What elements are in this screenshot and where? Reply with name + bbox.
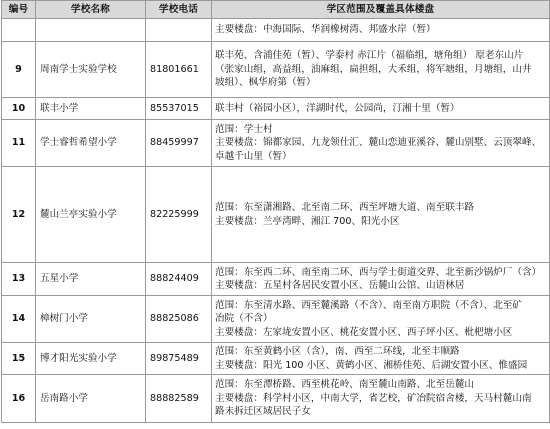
- table-row: [2, 296, 550, 343]
- scope-line: 范围：东至清水路、西至麓溪路（不含）、南至南方职院（不含）、北至矿: [215, 299, 522, 311]
- scope-line: （张家山组，高益组，油麻组，扁担组，大禾组，将军塘组，月塘组，山井: [215, 63, 532, 75]
- school-phone: 81801661: [146, 42, 212, 98]
- row-number: 15: [2, 343, 36, 375]
- school-name: 学士睿哲希望小学: [36, 120, 146, 167]
- school-phone: 89875489: [146, 343, 212, 375]
- school-name: 联丰小学: [36, 98, 146, 120]
- scope-line: 范围：东至西二环、南至南二环、西与学士街道交界、北至新沙锅炉厂（含）: [215, 266, 542, 278]
- scope-line: 联丰苑、含浦佳苑（暂）、学泰村 赤江片（福临组，塘角组） 原老东山片: [215, 50, 524, 62]
- school-name: 岳南路小学: [36, 375, 146, 423]
- scope-line: 坡组）、枫华府第（暂）: [215, 77, 316, 89]
- scope-line: 主要楼盘：阳光 100 小区、黄鹤小区、湘桥佳苑、后湖安置小区、惟盛园: [215, 359, 528, 371]
- scope-line: 主要楼盘：锦都家园、九龙领仕汇、麓山恋迪亚溪谷、麓山别墅、云顶翠峰、: [215, 137, 542, 149]
- school-phone: 88824409: [146, 263, 212, 296]
- header-school-name: 学校名称: [36, 1, 146, 19]
- table-row: [2, 263, 550, 296]
- table-row: [2, 375, 550, 423]
- district-scope: [212, 375, 550, 423]
- school-phone: 82225999: [146, 167, 212, 263]
- district-scope: [212, 343, 550, 375]
- district-scope: [212, 263, 550, 296]
- header-number: 编号: [2, 1, 36, 19]
- district-scope: [212, 296, 550, 343]
- scope-line: 范围：东至黄鹤小区（含），南、西至二环线，北至丰顺路: [215, 346, 460, 358]
- scope-line: 主要楼盘：科学村小区，中南大学，省艺校，矿冶院宿舍楼，天马村麓山南: [215, 392, 532, 404]
- scope-line: 卓越千山里（暂）: [215, 150, 292, 162]
- row-number: 16: [2, 375, 36, 423]
- scope-line: 冶院（不含）: [215, 313, 273, 325]
- scope-line: 主要楼盘：五星村各居民安置小区、岳麓山公馆、山语林居: [215, 280, 465, 291]
- row-number: 13: [2, 263, 36, 296]
- table-row: [2, 120, 550, 167]
- row-number: 11: [2, 120, 36, 167]
- scope-line: 范围：东至潇湘路、北至南二环、西至坪塘大道、南至联丰路: [215, 202, 475, 214]
- row-number: 9: [2, 42, 36, 98]
- district-scope: [212, 19, 550, 42]
- school-name: 麓山兰亭实验小学: [36, 167, 146, 263]
- row-number: 14: [2, 296, 36, 343]
- school-name: 博才阳光实验小学: [36, 343, 146, 375]
- scope-line: 主要楼盘：中海国际、华润橡树湾、邦盛水岸（暂）: [215, 24, 436, 36]
- school-phone: 88459997: [146, 120, 212, 167]
- school-phone: 85537015: [146, 98, 212, 120]
- school-district-table: [1, 0, 550, 423]
- scope-line: 主要楼盘：兰亭湾畔、湘江 700、阳光小区: [215, 215, 400, 227]
- scope-line: 主要楼盘：左家垅安置小区、桃花安置小区、西子坪小区、枇杷塘小区: [215, 326, 513, 338]
- school-phone: [146, 19, 212, 42]
- row-number: 10: [2, 98, 36, 120]
- header-row: [2, 1, 550, 19]
- district-scope: [212, 98, 550, 120]
- school-name: 樟树门小学: [36, 296, 146, 343]
- school-name: 周南学士实验学校: [36, 42, 146, 98]
- scope-line: 范围：东至潭桥路、西至桃花岭、南至麓山南路、北至岳麓山: [215, 379, 475, 391]
- row-number: [2, 19, 36, 42]
- table-row: [2, 19, 550, 42]
- scope-line: 路未拆迁区域居民子女: [215, 406, 311, 418]
- school-name: [36, 19, 146, 42]
- district-scope: [212, 42, 550, 98]
- header-district-scope: 学区范围及覆盖具体楼盘: [212, 1, 550, 19]
- table-row: [2, 98, 550, 120]
- header-school-phone: 学校电话: [146, 1, 212, 19]
- district-scope: [212, 120, 550, 167]
- school-name: 五星小学: [36, 263, 146, 296]
- school-phone: 88825086: [146, 296, 212, 343]
- district-scope: [212, 167, 550, 263]
- table-row: [2, 343, 550, 375]
- row-number: 12: [2, 167, 36, 263]
- school-phone: 88882589: [146, 375, 212, 423]
- scope-line: 联丰村（裕园小区），洋湖时代，公园尚，汀湘十里（暂）: [215, 102, 460, 114]
- table-row: [2, 42, 550, 98]
- scope-line: 范围：学士村: [215, 123, 273, 135]
- table-row: [2, 167, 550, 263]
